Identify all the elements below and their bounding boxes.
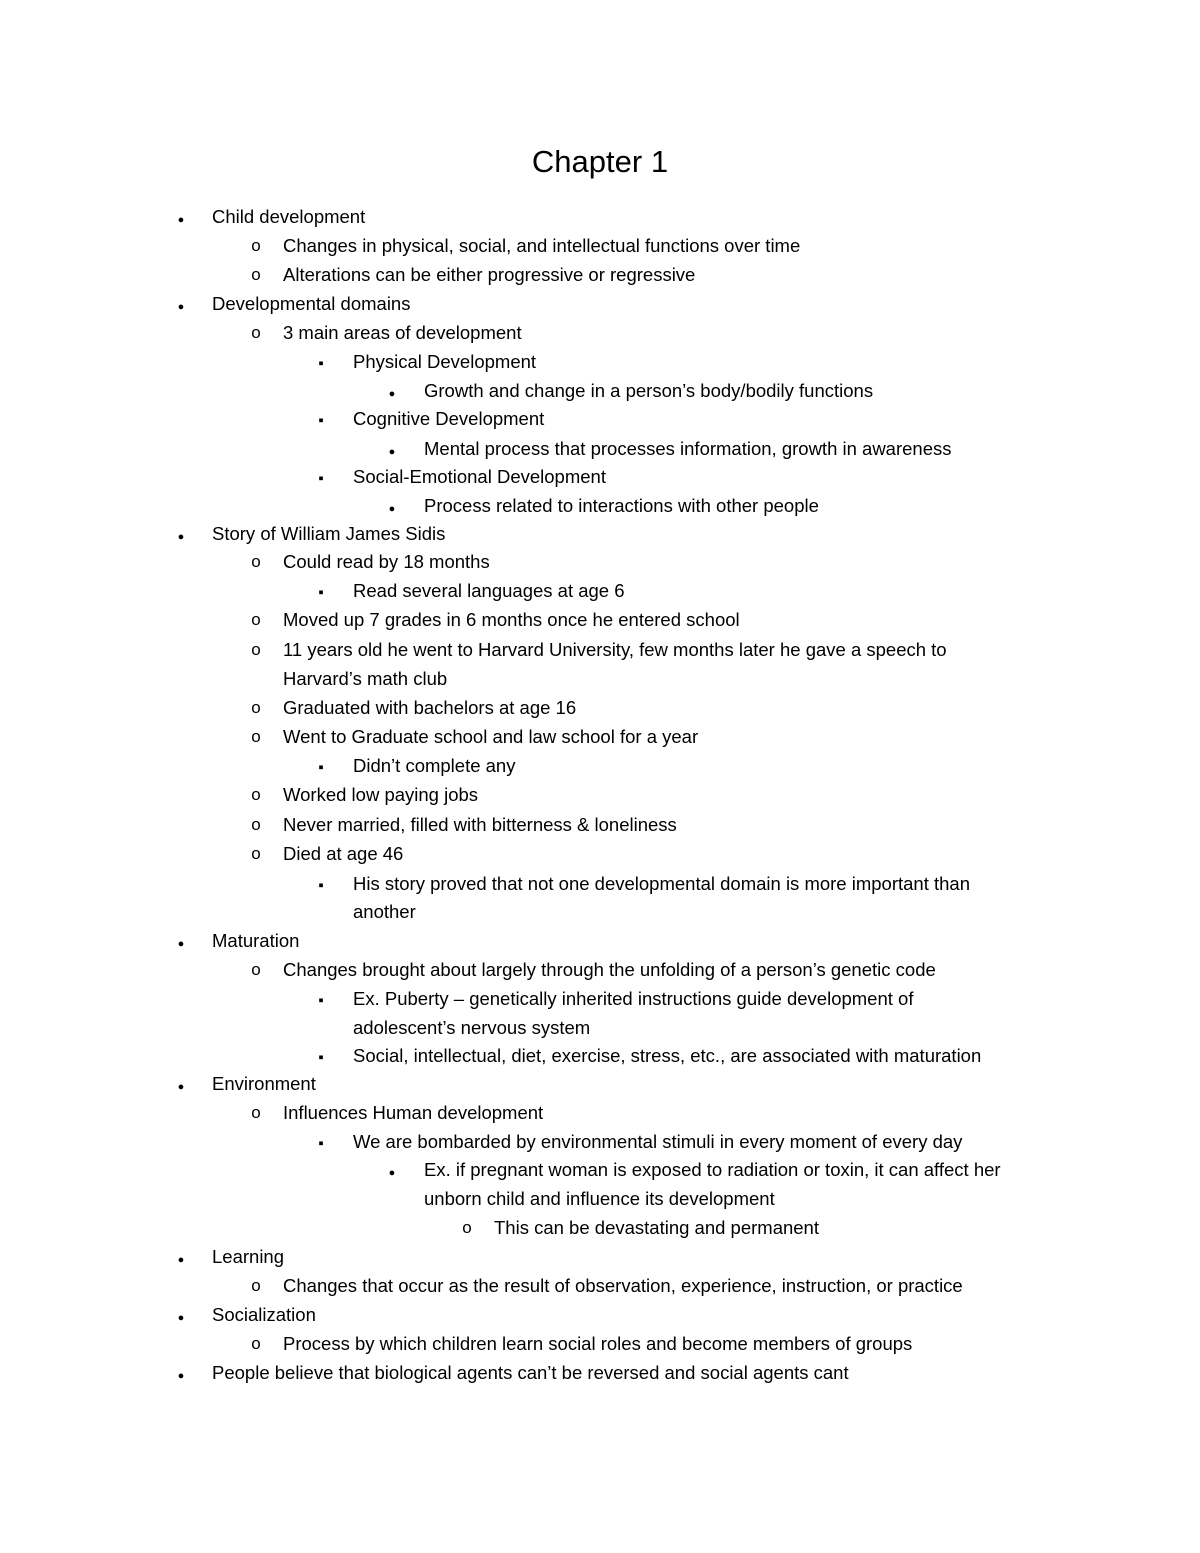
list-item-text: Died at age 46 (283, 843, 404, 864)
list-bullet: o (251, 1103, 261, 1122)
list-bullet: o (251, 236, 261, 255)
list-bullet (311, 1130, 331, 1156)
list-item-text: Mental process that processes information, growth in awareness (424, 438, 952, 459)
list-item-text: Ex. Puberty – genetically inherited instructions guide development of (353, 988, 914, 1009)
list-item-text: This can be devastating and permanent (494, 1217, 819, 1238)
list-item-text: Socialization (212, 1304, 316, 1325)
list-item-text: Growth and change in a person’s body/bodily functions (424, 380, 874, 401)
list-item-text: Harvard’s math club (283, 668, 448, 689)
list-bullet (382, 379, 402, 406)
list-item-text: Learning (212, 1246, 285, 1267)
list-item-text: Social-Emotional Development (353, 466, 606, 487)
list-item-text: Child development (212, 206, 366, 227)
list-bullet: o (251, 815, 261, 834)
list-item-text: unborn child and influence its development (424, 1188, 775, 1209)
list-item-text: Moved up 7 grades in 6 months once he entered school (283, 609, 740, 630)
list-item-text: Story of William James Sidis (212, 523, 446, 544)
list-bullet (311, 350, 331, 376)
list-bullet (171, 522, 191, 549)
list-item-text: Social, intellectual, diet, exercise, stress, etc., are associated with maturation (353, 1045, 982, 1066)
list-item-text: Maturation (212, 930, 300, 951)
list-item-text: Read several languages at age 6 (353, 580, 625, 601)
list-item-text: Changes in physical, social, and intellectual functions over time (283, 235, 801, 256)
list-bullet (171, 205, 191, 232)
list-bullet (311, 579, 331, 605)
list-bullet (311, 1044, 331, 1070)
list-bullet (171, 1072, 191, 1099)
list-item-text: Influences Human development (283, 1102, 544, 1123)
list-bullet: o (251, 698, 261, 717)
list-bullet: o (251, 1334, 261, 1353)
list-item-text: People believe that biological agents can’t be reversed and social agents cant (212, 1362, 849, 1383)
list-bullet: o (251, 727, 261, 746)
list-bullet: o (251, 960, 261, 979)
list-bullet: o (251, 844, 261, 863)
list-bullet (311, 987, 331, 1013)
list-bullet (311, 465, 331, 491)
list-bullet (311, 872, 331, 898)
list-item-text: Process related to interactions with other people (424, 495, 819, 516)
list-item-text: adolescent’s nervous system (353, 1017, 591, 1038)
list-item-text: We are bombarded by environmental stimuli in every moment of every day (353, 1131, 963, 1152)
list-item-text: Graduated with bachelors at age 16 (283, 697, 577, 718)
list-item-text: Cognitive Development (353, 408, 545, 429)
list-item-text: another (353, 901, 416, 922)
list-item-text: Developmental domains (212, 293, 411, 314)
list-item-text: Didn’t complete any (353, 755, 516, 776)
list-bullet: o (251, 323, 261, 342)
list-bullet: o (251, 610, 261, 629)
list-item-text: Alterations can be either progressive or regressive (283, 264, 696, 285)
list-item-text: Ex. if pregnant woman is exposed to radiation or toxin, it can affect her (424, 1159, 1001, 1180)
list-item-text: Worked low paying jobs (283, 784, 479, 805)
list-item-text: Changes that occur as the result of observation, experience, instruction, or practice (283, 1275, 963, 1296)
list-item-text: Could read by 18 months (283, 551, 490, 572)
list-bullet (171, 1303, 191, 1330)
list-bullet: o (251, 1276, 261, 1295)
list-bullet (171, 1361, 191, 1388)
list-item-text: His story proved that not one developmental domain is more important than (353, 873, 970, 894)
list-bullet (311, 754, 331, 780)
list-bullet: o (462, 1218, 472, 1237)
list-bullet (311, 407, 331, 433)
list-bullet: o (251, 265, 261, 284)
list-item-text: Went to Graduate school and law school for a year (283, 726, 699, 747)
list-item-text: Environment (212, 1073, 316, 1094)
list-item-text: Process by which children learn social roles and become members of groups (283, 1333, 913, 1354)
list-bullet (382, 1158, 402, 1185)
page-title: Chapter 1 (531, 144, 669, 179)
list-item-text: 11 years old he went to Harvard University, few months later he gave a speech to (283, 639, 947, 660)
list-bullet (382, 494, 402, 521)
list-item-text: Never married, filled with bitterness & loneliness (283, 814, 677, 835)
list-bullet (171, 292, 191, 319)
list-item-text: Changes brought about largely through the unfolding of a person’s genetic code (283, 959, 936, 980)
list-bullet: o (251, 785, 261, 804)
list-item-text: Physical Development (353, 351, 537, 372)
list-bullet: o (251, 640, 261, 659)
list-bullet (382, 437, 402, 464)
list-bullet: o (251, 552, 261, 571)
list-item-text: 3 main areas of development (283, 322, 522, 343)
list-bullet (171, 929, 191, 956)
list-bullet (171, 1245, 191, 1272)
